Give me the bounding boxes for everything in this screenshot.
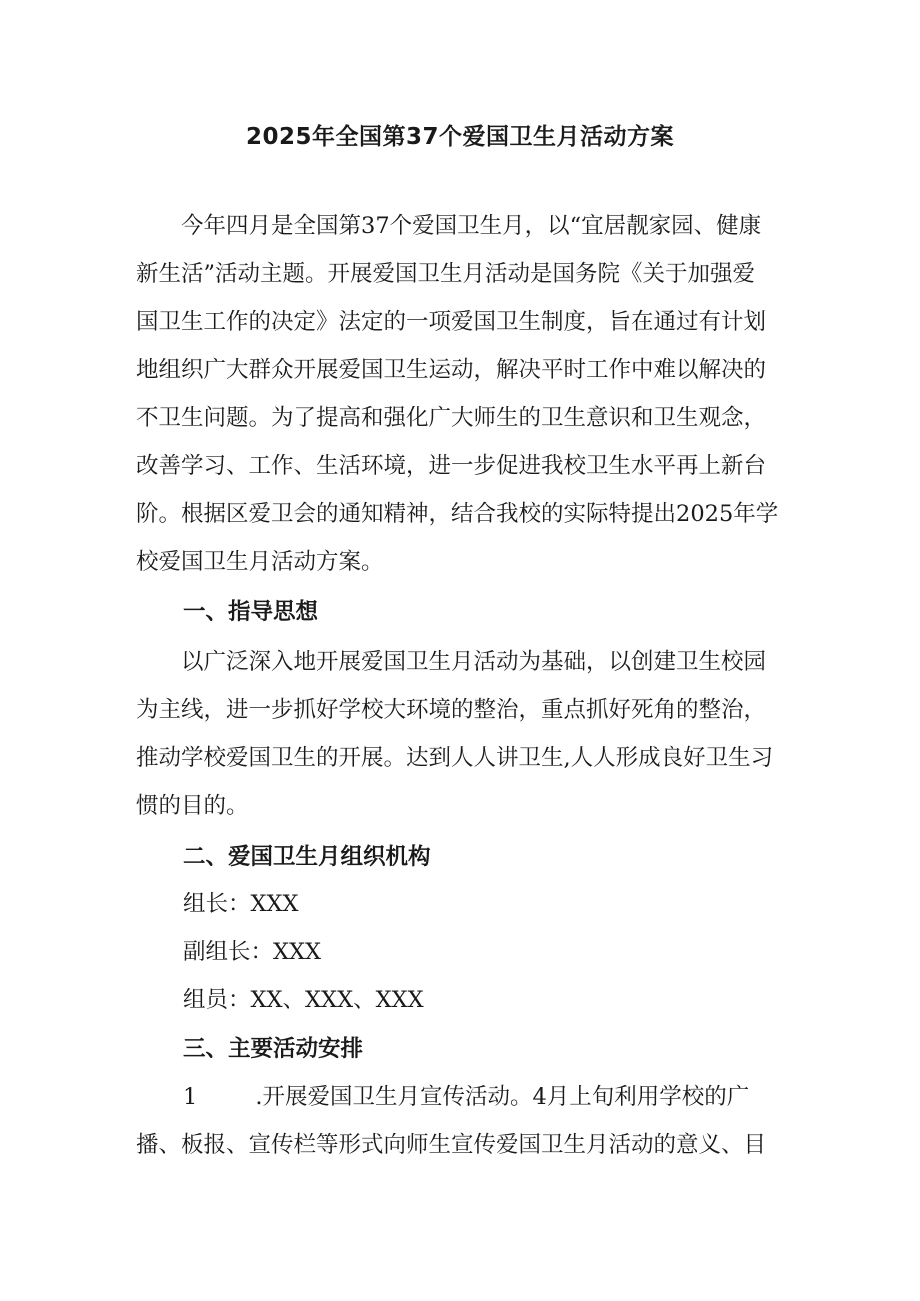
section1-line: 惯的目的。 [136,793,249,819]
section-heading-activities: 三、主要活动安排 [183,1036,364,1062]
activity-item-1-continuation: 播、板报、宣传栏等形式向师生宣传爱国卫生月活动的意义、目 [136,1132,767,1158]
org-deputy: 副组长：XXX [183,939,322,965]
intro-line: 地组织广大群众开展爱国卫生运动，解决平时工作中难以解决的 [136,357,767,383]
document-title: 2025年全国第37个爱国卫生月活动方案 [245,124,675,150]
intro-line: 新生活”活动主题。开展爱国卫生月活动是国务院《关于加强爱 [136,261,756,287]
intro-line: 校爱国卫生月活动方案。 [136,549,384,575]
intro-line: 改善学习、工作、生活环境，进一步促进我校卫生水平再上新台 [136,453,767,479]
activity-item-number: 1 [183,1084,198,1110]
section1-line: 为主线，进一步抓好学校大环境的整治，重点抓好死角的整治， [136,697,767,723]
intro-line: 阶。根据区爱卫会的通知精神，结合我校的实际特提出2025年学 [136,501,779,527]
section-heading-guiding-ideology: 一、指导思想 [183,599,319,625]
org-members: 组员：XX、XXX、XXX [183,987,424,1013]
activity-item-1 [183,1082,863,1112]
org-leader: 组长：XXX [183,891,299,917]
activity-item-text: .开展爱国卫生月宣传活动。4月上旬利用学校的广 [255,1084,750,1110]
intro-line: 今年四月是全国第37个爱国卫生月，以“宜居靓家园、健康 [181,213,762,239]
section-heading-organization: 二、爱国卫生月组织机构 [183,844,431,870]
intro-line: 不卫生问题。为了提高和强化广大师生的卫生意识和卫生观念， [136,405,767,431]
intro-line: 国卫生工作的决定》法定的一项爱国卫生制度，旨在通过有计划 [136,309,767,335]
section1-line: 推动学校爱国卫生的开展。达到人人讲卫生,人人形成良好卫生习 [136,745,774,771]
section1-line: 以广泛深入地开展爱国卫生月活动为基础，以创建卫生校园 [181,649,767,675]
